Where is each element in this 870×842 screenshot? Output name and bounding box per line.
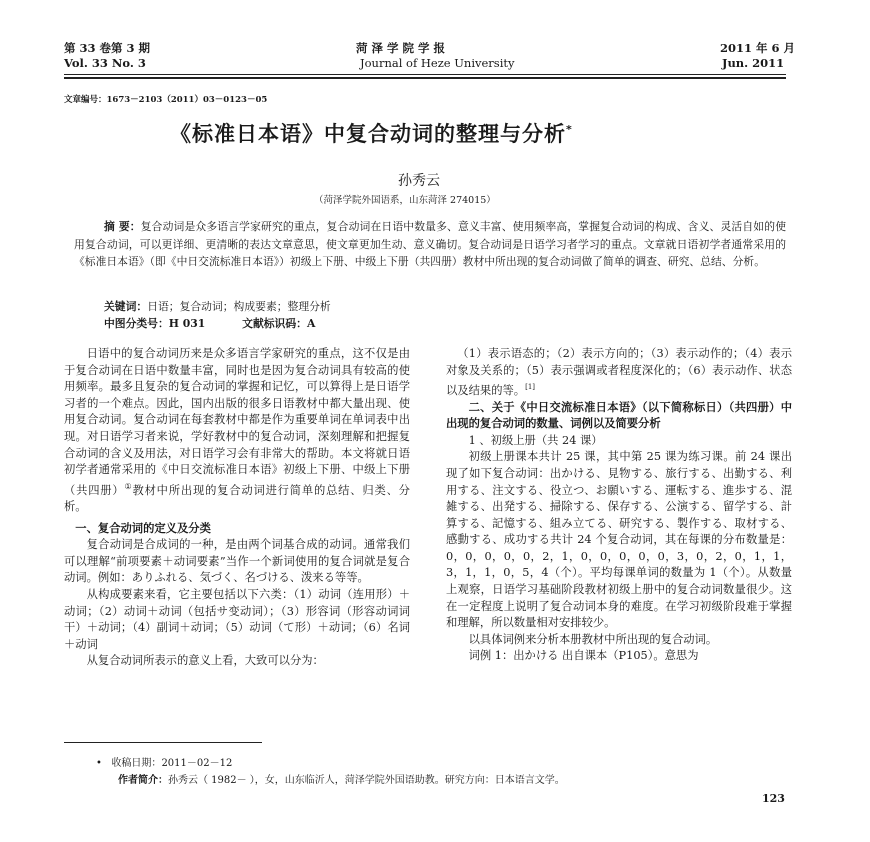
paper-title (170, 118, 573, 148)
header-date: 2011 年 6 月 (720, 41, 796, 55)
page-number: 123 (762, 792, 785, 805)
header-rule-thick (64, 77, 786, 79)
meaning-categories-ref: [1] (525, 383, 536, 392)
section2-heading: 二、关于《中日交流标准日本语》（以下简称标日）（共四册）中出现的复合动词的数量、词例以及简要分析 (446, 400, 792, 431)
clc-label: 中图分类号： (104, 317, 169, 330)
subsection1-heading: 1 、初级上册（共 24 课） (468, 433, 603, 447)
header-rule (64, 74, 786, 75)
classification (104, 316, 315, 331)
section1-paragraph-1: 复合动词是合成词的一种，是由两个词基合成的动词。通常我们可以理解“前项要素＋动词要素”当作一个新词使用的复合词就是复合动词。例如：ありふれる、気づく、名づける、泼来る等等。 (64, 538, 410, 585)
author-bio-value: 孙秀云（ 1982－ ），女，山东临沂人，菏泽学院外国语助教。研究方向：日本语言文学。 (168, 775, 565, 786)
header-volume-en: Vol. 33 No. 3 (64, 56, 146, 70)
footnote-author (118, 773, 565, 788)
subsection1-paragraph-1: 初级上册课本共计 25 课，其中第 25 课为练习课。前 24 课出现了如下复合动词：出かける、見物する、旅行する、出勤する、利用する、注文する、役立つ、お願いする、運転する、進歩する、混雑する、出発する、掃除する、保存する、公演する、留学する、計算する、記憶する、組み立てる、研究する、製作する、取材する、感動する、成功する共计 24 个复合动词，其在每课的分布数量是：0，0，0，0，0，2，1，0，0，0，0，0，3，0，2，0，1，1，3，1，1，0，5，4（个）。平均每课单词的数量为 1（个）。从数量上观察，日语学习基础阶段教材初级上册中的复合动词数量很少。这在一定程度上说明了复合动词本身的难度。在学习初级阶段难于掌握和理解，所以数量相对安排较少。 (446, 450, 792, 630)
header-volume: 第 33 卷第 3 期 (64, 41, 151, 55)
footnote-rule (64, 742, 262, 743)
received-value: 2011－02－12 (161, 758, 233, 769)
keywords-label: 关键词： (104, 300, 148, 313)
keywords-text: 日语；复合动词；构成要素；整理分析 (147, 300, 331, 313)
header-journal-en: Journal of Heze University (360, 56, 515, 70)
abstract (74, 218, 786, 271)
clc-value: H 031 (168, 317, 206, 330)
paper-title-text: 《标准日本语》中复合动词的整理与分析 (170, 122, 566, 146)
subsection1-paragraph-2: 以具体词例来分析本册教材中所出现的复合动词。 (468, 632, 718, 646)
left-column (64, 346, 410, 670)
author-name: 孙秀云 (398, 173, 440, 189)
abstract-label: 摘 要： (104, 220, 141, 233)
section1-heading: 一、复合动词的定义及分类 (75, 521, 211, 535)
received-label: 收稿日期： (111, 758, 162, 769)
header-date-en: Jun. 2011 (722, 56, 785, 70)
author-bio-label: 作者简介： (118, 775, 168, 786)
intro-paragraph (64, 346, 410, 516)
footnote-received (96, 756, 232, 771)
keywords (104, 299, 331, 314)
doc-code-value: A (306, 317, 316, 330)
meaning-categories-paragraph (446, 346, 792, 400)
intro-tail: 教材中所出现的复合动词进行简单的总结、归类、分析。 (64, 483, 410, 514)
doc-code-label: 文献标识码： (242, 317, 307, 330)
section1-paragraph-2: 从构成要素来看，它主要包括以下六类：（1）动词（连用形）＋动词；（2）动词＋动词（包括サ变动词）；（3）形容词（形容动词词干）＋动词；（4）副词＋动词；（5）动词（て形）＋动词；（6）名词＋动词 (64, 588, 410, 651)
example-line: 词例 1：出かける 出自课本（P105）。意思为 (468, 649, 699, 663)
abstract-text: 复合动词是众多语言学家研究的重点，复合动词在日语中数量多、意义丰富、使用频率高，掌握复合动词的构成、含义、灵活自如的使用复合动词，可以更详细、更清晰的表达文章意思，使文章更加生动、意义确切。复合动词是日语学习者学习的重点。文章就日语初学者通常采用的《标准日本语》（即《中日交流标准日本语》）初级上下册、中级上下册（共四册）教材中所出现的复合动词做了简单的调查、研究、总结、分析。 (74, 220, 786, 268)
meaning-categories-text: （1）表示语态的；（2）表示方向的；（3）表示动作的；（4）表示对象及关系的；（5）表示强调或者程度深化的；（6）表示动作、状态以及结果的等。 (446, 347, 792, 397)
section1-paragraph-3: 从复合动词所表示的意义上看，大致可以分为： (86, 654, 324, 668)
footnote-bullet: • (96, 758, 112, 769)
right-column (446, 346, 792, 665)
header-journal: 菏 泽 学 院 学 报 (356, 41, 446, 55)
paper-title-mark: * (566, 123, 573, 136)
intro-text: 日语中的复合动词历来是众多语言学家研究的重点，这不仅是由于复合动词在日语中数量丰富，同时也是因为复合动词具有较高的使用频率。最多且复杂的复合动词的掌握和记忆，可以算得上是日语学习者的一个难点。因此，国内出版的很多日语教材中都大量出现、使用复合动词。复合动词在每套教材中都是作为重要单词在单词表中出现。对日语学习者来说，学好教材中的复合动词，深刻理解和把握复合动词的含义及用法，对日语学习会有非常大的帮助。本文将就日语初学者通常采用的《中日交流标准日本语》初级上下册、中级上下册（共四册） (64, 347, 410, 497)
author-affiliation: （菏泽学院外国语系，山东菏泽 274015） (314, 195, 496, 206)
intro-footnote-ref: ① (124, 481, 133, 491)
article-number: 文章编号：1673－2103（2011）03－0123－05 (64, 95, 268, 105)
